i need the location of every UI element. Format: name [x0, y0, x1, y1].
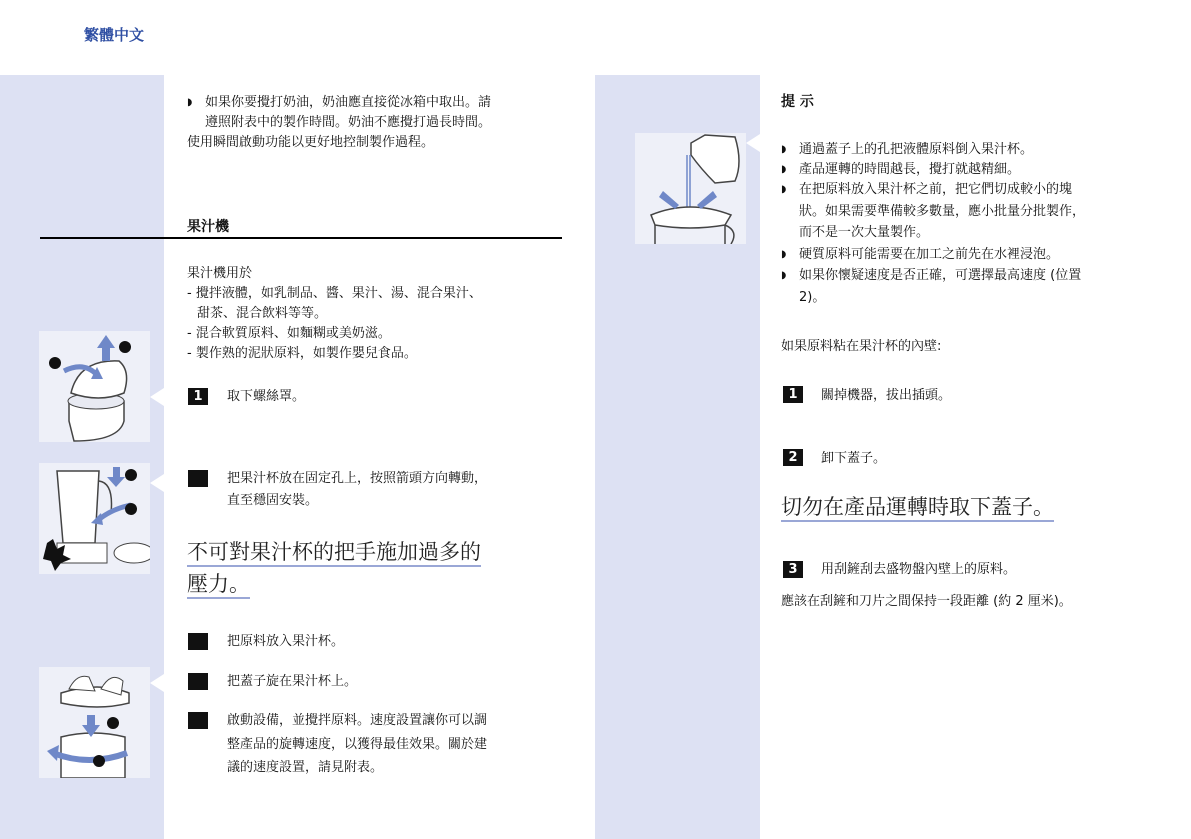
bullet-icon: ◗ [187, 97, 193, 108]
tip-line: 硬質原料可能需要在加工之前先在水裡浸泡。 [799, 247, 1060, 262]
step-text: 議的速度設置，請見附表。 [227, 760, 384, 775]
step-number [188, 470, 208, 487]
uses-title: 果汁機用於 [187, 266, 253, 281]
bullet-icon: ◗ [781, 270, 787, 281]
intro-bullet-line: 遵照附表中的製作時間。奶油不應攪打過長時間。 [205, 115, 492, 130]
tip-line: 通過蓋子上的孔把液體原料倒入果汁杯。 [799, 142, 1034, 157]
warning-text: 切勿在產品運轉時取下蓋子。 [781, 495, 1054, 519]
step-number: 3 [783, 561, 803, 578]
step-number: 2 [783, 449, 803, 466]
pointer-notch [150, 388, 164, 406]
step-number [188, 633, 208, 650]
jar-illustration [39, 331, 150, 442]
tip-line: 狀。如果需要準備較多數量，應小批量分批製作， [799, 204, 1086, 219]
pointer-notch [746, 134, 760, 152]
language-label: 繁體中文 [84, 26, 145, 44]
step-text: 整產品的旋轉速度，以獲得最佳效果。關於建 [227, 737, 488, 752]
tip-line: 如果你懷疑速度是否正確，可選擇最高速度 (位置 [799, 268, 1082, 283]
step-text: 用刮鏟刮去盛物盤內壁上的原料。 [821, 562, 1017, 577]
use-line: 甜茶、混合飲料等等。 [197, 306, 328, 321]
stick-title: 如果原料粘在果汁杯的內壁: [781, 339, 942, 354]
bullet-icon: ◗ [781, 249, 787, 260]
tip-line: 在把原料放入果汁杯之前，把它們切成較小的塊 [799, 182, 1073, 197]
bullet-icon: ◗ [781, 164, 787, 175]
intro-bullet-line: 如果你要攪打奶油，奶油應直接從冰箱中取出。請 [205, 95, 492, 110]
step-note: 應該在刮鏟和刀片之間保持一段距離 (約 2 厘米)。 [781, 594, 1072, 609]
use-line: - 攪拌液體，如乳制品、醬、果汁、湯、混合果汁、 [187, 286, 482, 301]
warning-text: 不可對果汁杯的把手施加過多的 [187, 540, 481, 564]
tip-line: 而不是一次大量製作。 [799, 225, 930, 240]
step-text: 直至穩固安裝。 [227, 493, 319, 508]
warning-text: 壓力。 [187, 572, 250, 596]
step-number: 1 [783, 386, 803, 403]
section-rule [40, 237, 562, 239]
step-text: 啟動設備，並攪拌原料。速度設置讓你可以調 [227, 713, 488, 728]
jar-illustration [39, 463, 150, 574]
jar-illustration [39, 667, 150, 778]
use-line: - 混合軟質原料、如麵糊或美奶滋。 [187, 326, 391, 341]
step-number [188, 673, 208, 690]
use-line: - 製作熟的泥狀原料，如製作嬰兒食品。 [187, 346, 417, 361]
step-text: 把原料放入果汁杯。 [227, 634, 345, 649]
bullet-icon: ◗ [781, 144, 787, 155]
step-number [188, 712, 208, 729]
pointer-notch [150, 474, 164, 492]
step-text: 卸下蓋子。 [821, 451, 887, 466]
jar-illustration [635, 133, 746, 244]
tip-line: 2)。 [799, 290, 826, 305]
pointer-notch [150, 674, 164, 692]
step-text: 取下螺絲罩。 [227, 389, 306, 404]
step-number: 1 [188, 388, 208, 405]
step-text: 關掉機器，拔出插頭。 [821, 388, 952, 403]
intro-note: 使用瞬間啟動功能以更好地控制製作過程。 [187, 135, 435, 150]
bullet-icon: ◗ [781, 184, 787, 195]
step-text: 把蓋子旋在果汁杯上。 [227, 674, 358, 689]
tip-line: 產品運轉的時間越長，攪打就越精細。 [799, 162, 1021, 177]
tips-title: 提 示 [781, 94, 814, 110]
section-title: 果汁機 [187, 219, 229, 235]
step-text: 把果汁杯放在固定孔上，按照箭頭方向轉動， [227, 471, 488, 486]
